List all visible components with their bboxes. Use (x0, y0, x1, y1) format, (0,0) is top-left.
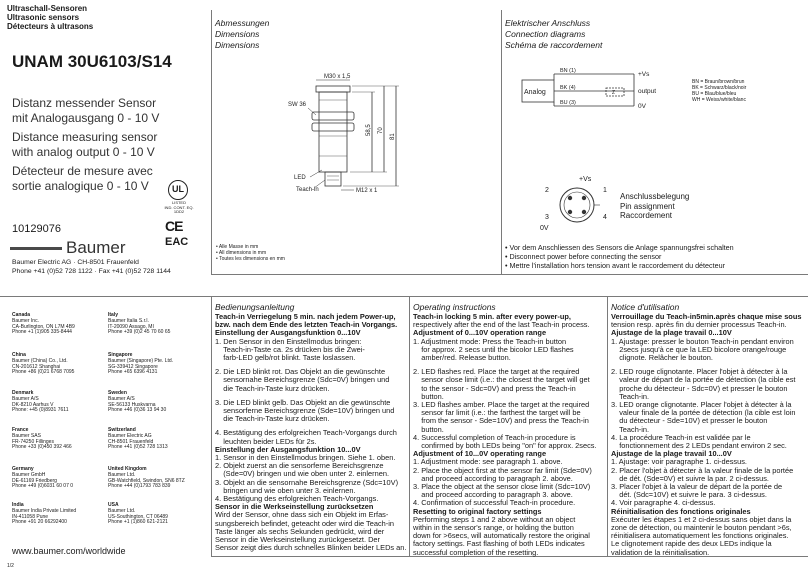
instruction-line: clignote. Relâcher le bouton. (611, 353, 713, 363)
model-title: UNAM 30U6103/S14 (12, 52, 172, 71)
address-germany (12, 467, 73, 490)
dim-81: 81 (390, 133, 396, 140)
desc-en-line: with analog output 0 - 10 V (12, 145, 155, 159)
address-country: Switzerland (108, 427, 136, 433)
address-line: Baumer (Singapore) Pte. Ltd. (108, 357, 174, 364)
ce-mark: CE (165, 218, 183, 234)
address-country: Germany (12, 466, 34, 472)
brand-logo (10, 240, 155, 256)
instruction-heading: Verrouillage du Teach-in5min.après chaque mise sous (611, 312, 802, 321)
electrical-title-line: Connection diagrams (505, 29, 586, 39)
dimensions-title-line: Abmessungen (215, 18, 270, 28)
instruction-line: Teach-in. (611, 424, 650, 434)
address-country: France (12, 427, 29, 433)
en-title: Operating instructions (413, 302, 496, 312)
instruction-line: fonctionnement des 2 LEDs pendant environ 2 sec. (611, 441, 787, 451)
instruction-heading: Sensor in die Werkseinstellung zurücksetzen (215, 502, 374, 512)
desc-de-line: mit Analogausgang 0 - 10 V (12, 111, 160, 125)
address-country: Canada (12, 312, 31, 318)
instruction-line: 3. Objekt an die sensornahe Bereichsgrenze (Sdc=10V) (215, 477, 399, 487)
dimension-note: • Toutes les dimensions en mm (216, 256, 285, 262)
instruction-line: 3. Die LED blinkt gelb. Das Objekt an die gewünschte (215, 397, 391, 407)
wire-bk: BK (4) (560, 85, 576, 91)
address-line: Baumer Ltd. (108, 507, 136, 514)
address-line: Phone +41 (0)52 728 1313 (108, 444, 168, 451)
instruction-line: leuchten beider LEDs für 2s. (215, 436, 317, 446)
address-line: Baumer India Private Limited (12, 507, 77, 514)
warning-item: • Mettre l'installation hors tension avant le raccordement du détecteur (505, 261, 734, 270)
dim-teach: Teach-in (296, 187, 319, 193)
brand-bar-icon (10, 247, 62, 250)
address-country: Sweden (108, 390, 127, 396)
instruction-line: within in the sensor's range, or holding the button (413, 523, 574, 533)
instruction-line: Teach-in-Taste ca. 2s drücken bis die Zwei- (215, 344, 365, 354)
wire-bu: BU (3) (560, 100, 576, 106)
instruction-line: validation de la réinitialisation. (611, 547, 710, 557)
desc-fr (12, 164, 153, 194)
instruction-line: 3. Placer l'objet à la valeur de départ de la portée de (611, 482, 783, 492)
instruction-heading: Ajustage de la plage travail 10...0V (611, 449, 732, 459)
address-line: Phone +49 (0)6031 60 07 0 (12, 483, 74, 490)
address-line: GB-Watchfield, Swindon, SN6 8TZ (108, 477, 185, 484)
fr-title: Notice d'utilisation (611, 302, 680, 312)
dim-70: 70 (378, 127, 384, 134)
company-line: Baumer Electric AG · CH-8501 Frauenfeld (12, 259, 139, 266)
category-fr: Détecteurs à ultrasons (7, 22, 94, 31)
dim-sw: SW 36 (288, 102, 307, 108)
brand-name: Baumer (66, 238, 126, 257)
address-denmark (12, 391, 68, 414)
dim-thread-bottom: M12 x 1 (356, 188, 378, 194)
instruction-line: 4. Successful completion of Teach-in procedure is (413, 432, 576, 442)
instruction-line: de dét. (Sde=0V) et suivre la par. 2 ci-dessus. (611, 473, 769, 483)
instruction-line: down for >6secs, will automatically restore the original (413, 531, 590, 541)
address-line: Baumer GmbH (12, 471, 46, 478)
address-line: Phone +39 (0)2 45 70 60 65 (108, 329, 171, 336)
pin-4: 4 (603, 214, 607, 221)
address-line: US-Southington, CT 06489 (108, 513, 168, 520)
dimension-note: • Alle Masse in mm (216, 244, 285, 250)
address-country: Denmark (12, 390, 34, 396)
address-line: Baumer Inc. (12, 317, 39, 324)
instruction-line: 3. LED flashes amber. Place the target at the required (413, 400, 590, 410)
ul-text: LISTED (171, 200, 186, 205)
instruction-line: 4. Bestätigung des erfolgreichen Teach-Vorgangs. (215, 494, 379, 504)
category-en: Ultrasonic sensors (7, 13, 80, 22)
pin-plus-vs: +Vs (579, 176, 592, 183)
de-instructions (215, 313, 407, 552)
page-number: 1/2 (7, 563, 14, 569)
instruction-line: 4. Bestätigung des erfolgreichen Teach-Vorgangs durch (215, 428, 397, 438)
instruction-line: du détecteur - Sde=10V) et presser le bouton (611, 416, 768, 426)
wire-color-item: BU = Blau/blue/bleu (692, 91, 737, 97)
instruction-heading: Adjustment of 0...10V operation range (413, 328, 547, 338)
instruction-line: 1. Adjustment mode: Press the Teach-in button (413, 336, 567, 346)
instruction-line: die Teach-in-Taste kurz drücken. (215, 383, 330, 393)
address-line: Baumer (China) Co., Ltd. (12, 357, 68, 364)
electrical-title-line: Schéma de raccordement (505, 40, 603, 50)
electrical-title-line: Elektrischer Anschluss (505, 18, 591, 28)
address-line: CA-Burlington, ON L7M 4B9 (12, 323, 75, 330)
instruction-line: for approx. 2 secs until the bicolor LED flashes (413, 344, 574, 354)
address-country: India (12, 502, 24, 508)
instruction-line: bringen und wie oben unter 3. einlernen. (215, 485, 356, 495)
pin-title: Anschlussbelegung (620, 192, 690, 201)
fr-instructions (611, 313, 806, 557)
address-line: Phone +44 (0)1793 783 839 (108, 483, 171, 490)
address-line: DK-8210 Aarhus V (12, 401, 54, 408)
connection-diagram (502, 60, 808, 120)
instruction-line: 1. Den Sensor in den Einstellmodus bringen: (215, 336, 362, 346)
desc-de (12, 96, 159, 126)
instruction-line: Performing steps 1 and 2 above without an object (413, 514, 576, 524)
instruction-line: 1. Ajustage: presser le bouton Teach-in pendant environ (611, 336, 794, 346)
address-singapore (108, 353, 173, 376)
address-italy (108, 313, 170, 336)
instruction-heading: Einstellung der Ausgangsfunktion 0...10V (215, 328, 361, 338)
instruction-line: zone de détection, ou maintenir le bouton pendant >6s, (611, 523, 792, 533)
analog-label: Analog (524, 89, 546, 96)
warning-item: • Vor dem Anschliessen des Sensors die Anlage spannungsfrei schalten (505, 243, 734, 252)
divider-bot-v2 (409, 296, 410, 556)
instruction-line: to the sensor - Sdc=0V) and press the Teach-in (413, 383, 576, 393)
dimensions-title (215, 18, 269, 51)
address-grid (12, 312, 207, 526)
instruction-line: valeur de départ de la portée de détection (la cible est (611, 375, 796, 385)
instruction-line: amber/red. Release button. (413, 353, 511, 363)
address-line: Phone: +45 (0)8931 7611 (12, 407, 69, 414)
address-line: Phone +86 (0)21 6768 7095 (12, 369, 75, 376)
instruction-heading: bzw. nach dem Ende des letzten Teach-in Vorgangs. (215, 320, 398, 330)
ul-text: IND. CONT. EQ. (164, 204, 194, 210)
address-line: FR-74250 Fillinges (12, 438, 54, 445)
instruction-line: 2. Place the object first at the sensor far limit (Sde=0V) (413, 465, 592, 475)
connection-warnings (505, 243, 734, 270)
instruction-line: Le clignotement rapide des deux LEDs indique la (611, 539, 772, 549)
address-line: SE-56133 Huskvarna (108, 401, 156, 408)
plus-vs-label: +Vs (638, 71, 650, 78)
address-line: Baumer Italia S.r.l. (108, 317, 149, 324)
instruction-heading: Einstellung der Ausgangsfunktion 10...0V (215, 444, 361, 454)
instruction-line: 2. LED rouge clignotante. Placer l'objet à détecter à la (611, 367, 788, 377)
instruction-line: 3. LED orange clignotante. Placer l'objet à détecter à la (611, 400, 792, 410)
instruction-line: tension resp. après fin du dernier processus Teach-in. (611, 320, 787, 330)
address-line: IN-411058 Pune (12, 513, 49, 520)
instruction-line: 2. Placer l'objet à détecter à la valeur finale de la portée (611, 465, 794, 475)
pin-title: Raccordement (620, 211, 673, 220)
de-title: Bedienungsanleitung (215, 302, 295, 312)
address-country: Italy (108, 312, 119, 318)
address-line: IT-20090 Assago, MI (108, 323, 154, 330)
dimensions-title-line: Dimensions (215, 40, 260, 50)
desc-de-line: Distanz messender Sensor (12, 96, 157, 110)
instruction-line: sensornahe Bereichsgrenze (Sdc=0V) bringen und (215, 375, 390, 385)
instruction-line: sensor far limit (i.e.: the farthest the target will be (413, 408, 581, 418)
instruction-line: and proceed according to paragraph 3. above. (413, 490, 573, 500)
address-india (12, 503, 76, 526)
instruction-line: button. (413, 391, 444, 401)
dimension-note: • All dimensions in mm (216, 250, 285, 256)
instruction-line: 1. Sensor in den Einstellmodus bringen. Siehe 1. oben. (215, 453, 396, 463)
desc-fr-line: sortie analogique 0 - 10 V (12, 179, 149, 193)
desc-fr-line: Détecteur de mesure avec (12, 164, 153, 178)
address-line: Baumer Electric AG (108, 432, 152, 439)
instruction-heading: Adjustment of 10...0V operating range (413, 449, 547, 459)
instruction-line: 4. La procédure Teach-in est validée par le (611, 432, 751, 442)
instruction-line: farb-LED gelb/rot blinkt. Taste loslassen. (215, 353, 356, 363)
address-country: USA (108, 502, 119, 508)
address-china (12, 353, 74, 376)
divider-mid-h (0, 296, 808, 297)
eac-mark: EAC (165, 236, 189, 248)
phone-line: Phone +41 (0)52 728 1122 · Fax +41 (0)52 728 1144 (12, 268, 171, 275)
address-line: Phone +65 6396 4131 (108, 369, 158, 376)
instruction-heading: Réinitialisation des fonctions originales (611, 506, 751, 516)
address-line: Baumer A/S (12, 395, 39, 402)
dim-58: 58,5 (366, 124, 372, 136)
instruction-line: Sensor in die Werkseinstellung zurückgesetzt. Der (215, 535, 380, 545)
ul-icon: UL (168, 180, 188, 200)
zero-v-label: 0V (638, 103, 646, 110)
address-sweden (108, 391, 166, 414)
electrical-title (505, 18, 602, 51)
instruction-line: 2secs jusqu'à ce que la LED bicolore orange/rouge (611, 344, 787, 354)
divider-top-h (211, 274, 808, 275)
en-instructions (413, 313, 605, 557)
z-label: Z (612, 90, 616, 96)
wire-color-legend (692, 79, 746, 103)
instruction-line: Wird der Sensor, ohne dass sich ein Objekt im Erfas- (215, 510, 389, 520)
address-country: Singapore (108, 352, 133, 358)
instruction-line: 1. Ajustage: voir paragraphe 1. ci-dessus. (611, 457, 747, 467)
ul-listed-mark (165, 180, 193, 220)
divider-bot-v1 (211, 296, 212, 556)
instruction-line: respectively after the end of the last Teach-in process. (413, 320, 590, 330)
address-line: CN-201612 Shanghai (12, 363, 61, 370)
pin-connector-icon (554, 182, 600, 228)
instruction-line: Teach-in. (611, 391, 650, 401)
instruction-line: from the sensor - Sde=10V) and press the Teach-in (413, 416, 589, 426)
address-line: Baumer SAS (12, 432, 41, 439)
pin-3: 3 (545, 214, 549, 221)
instruction-line: (Sde=0V) bringen und wie oben unter 2. einlernen. (215, 469, 390, 479)
instruction-line: successful completion of the resetting. (413, 547, 539, 557)
pin-1: 1 (603, 187, 607, 194)
pin-title: Pin assignment (620, 201, 675, 211)
address-line: DE-61169 Friedberg (12, 477, 57, 484)
wire-bn: BN (1) (560, 68, 576, 74)
dim-led: LED (294, 175, 306, 181)
instruction-line: proche du détecteur - Sdc=0V) et presser le bouton (611, 383, 788, 393)
address-usa (108, 503, 168, 526)
address-line: CH-8501 Frauenfeld (108, 438, 154, 445)
instruction-line: réinitialisera automatiquement les fonctions originales. (611, 531, 789, 541)
instruction-line: 2. Objekt zuerst an die sensorferne Bereichsgrenze (215, 461, 384, 471)
instruction-heading: Teach-in Verriegelung 5 min. nach jedem Power-up, (215, 312, 396, 321)
instruction-line: die Teach-in-Taste kurz drücken. (215, 414, 330, 424)
part-number: 10129076 (12, 223, 61, 235)
ul-text: 1DD2 (173, 209, 185, 214)
instruction-line: Exécuter les étapes 1 et 2 ci-dessus sans objet dans la (611, 514, 792, 524)
instruction-line: sungsbereich befindet, geteacht oder wird die Teach-in (215, 518, 394, 528)
category-de: Ultraschall-Sensoren (7, 4, 88, 13)
address-country: United Kingdom (108, 466, 147, 472)
address-line: Baumer Ltd. (108, 471, 136, 478)
address-line: Phone +1 (1)860 621-2121 (108, 519, 168, 526)
address-country: China (12, 352, 26, 358)
instruction-line: 4. Voir paragraphe 4. ci-dessus. (611, 498, 716, 508)
address-switzerland (108, 428, 168, 451)
wire-color-item: BN = Braun/brown/brun (692, 79, 745, 85)
desc-en-line: Distance measuring sensor (12, 130, 158, 144)
desc-en (12, 130, 157, 160)
instruction-line: factory settings. Fast flashing of both LEDs indicates (413, 539, 585, 549)
warning-item: • Disconnect power before connecting the sensor (505, 252, 734, 261)
address-line: SG-339412 Singapore (108, 363, 158, 370)
pin-zero-v: 0V (540, 225, 549, 232)
pin-assignment-titles (620, 192, 689, 221)
instruction-line: and proceed according to paragraph 2. above. (413, 473, 573, 483)
address-line: Phone +91 20 66292400 (12, 519, 67, 526)
instruction-line: Taste länger als sechs Sekunden gedrückt, wird der (215, 526, 385, 536)
instruction-line: 4. Confirmation of successful Teach-in procedure. (413, 498, 576, 508)
address-france (12, 428, 72, 451)
dimension-notes (216, 244, 285, 263)
divider-top-v2 (501, 10, 502, 275)
instruction-line: sensor close limit (i.e.: the closest the target will get (413, 375, 590, 385)
instruction-line: valeur finale de la portée de détection (la cible est loin (611, 408, 796, 418)
output-label: output (638, 88, 657, 95)
instruction-line: button. (413, 424, 444, 434)
address-line: Phone +1 (1)905 335-8444 (12, 329, 72, 336)
instruction-line: 2. LED flashes red. Place the target at the required (413, 367, 580, 377)
divider-bot-v3 (607, 296, 608, 556)
address-canada (12, 313, 75, 336)
dimensions-title-line: Dimensions (215, 29, 260, 39)
instruction-line: 2. Die LED blinkt rot. Das Objekt an die gewünschte (215, 367, 386, 377)
instruction-line: dét. (Sdc=10V) et suivre le para. 3 ci-dessus. (611, 490, 767, 500)
pin-2: 2 (545, 187, 549, 194)
address-uk (108, 467, 185, 490)
instruction-line: sensorferne Bereichsgrenze (Sde=10V) bringen und (215, 406, 395, 416)
instruction-heading: Teach-in locking 5 min. after every power-up, (413, 312, 571, 321)
address-line: Phone +33 (0)450 392 466 (12, 444, 72, 451)
website-link[interactable]: www.baumer.com/worldwide (12, 546, 126, 556)
instruction-heading: Ajustage de la plage travail 0...10V (611, 328, 732, 338)
instruction-line: Sensor zeigt dies durch schnelles Blinken beider LEDs an. (215, 543, 407, 553)
instruction-line: confirmed by both LEDs being "on" for approx. 2secs. (413, 441, 597, 451)
dim-thread-top: M30 x 1,5 (324, 74, 351, 80)
wire-color-item: WH = Weiss/white/blanc (692, 97, 746, 103)
instruction-line: 1. Adjustment mode: see paragraph 1. above. (413, 457, 563, 467)
dimension-drawing (212, 70, 501, 205)
instruction-heading: Resetting to original factory settings (413, 506, 542, 516)
instruction-line: 3. Place the object at the sensor close limit (Sdc=10V) (413, 482, 591, 492)
address-line: Phone +46 (0)36 13 94 30 (108, 407, 167, 414)
wire-color-item: BK = Schwarz/black/noir (692, 85, 747, 91)
address-line: Baumer A/S (108, 395, 135, 402)
